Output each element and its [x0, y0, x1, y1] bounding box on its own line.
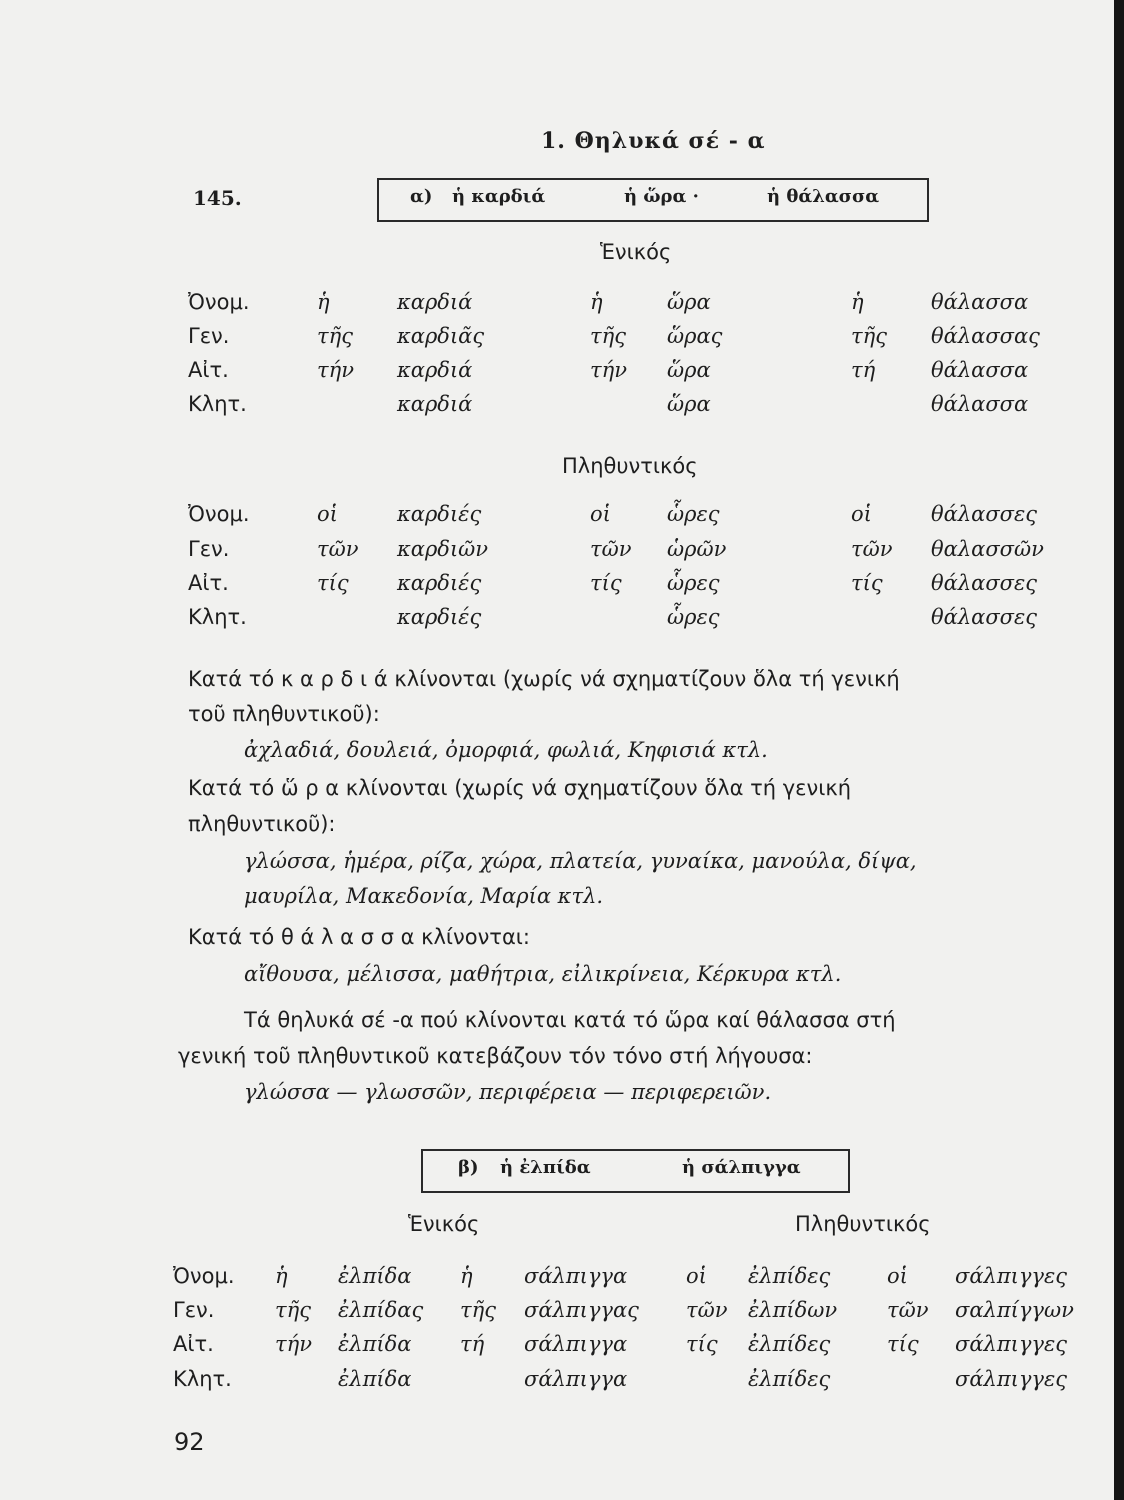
article: τίς	[887, 1332, 919, 1356]
noun-form: ἐλπίδες	[748, 1332, 831, 1356]
article: οἱ	[590, 502, 611, 526]
singular-header: Ἑνικός	[600, 240, 672, 264]
article: τίς	[851, 571, 883, 595]
rule-ora-examples-cont: μαυρίλα, Μακεδονία, Μαρία κτλ.	[244, 884, 604, 908]
article: τίς	[686, 1332, 718, 1356]
noun-form: καρδιῶν	[397, 537, 489, 561]
noun-form: σάλπιγγες	[955, 1264, 1067, 1288]
article: τή	[460, 1332, 485, 1356]
case-label: Ὀνομ.	[173, 1264, 235, 1288]
noun-form: σάλπιγγα	[524, 1367, 628, 1391]
noun-form: ἐλπίδες	[748, 1367, 831, 1391]
noun-form: θάλασσα	[931, 358, 1029, 382]
noun-form: θάλασσες	[931, 502, 1038, 526]
rule-ora-examples: γλώσσα, ἡμέρα, ρίζα, χώρα, πλατεία, γυναίκα, μανούλα, δίψα,	[244, 849, 917, 873]
noun-form: σαλπίγγων	[955, 1298, 1074, 1322]
plural-header: Πληθυντικός	[562, 454, 698, 478]
article: τῆς	[851, 324, 887, 348]
article: τῶν	[851, 537, 893, 561]
article: οἱ	[686, 1264, 707, 1288]
box-a-word: ἡ καρδιά	[452, 186, 546, 207]
section-title: 1. Θηλυκά σέ - α	[541, 128, 766, 154]
noun-form: θάλασσα	[931, 392, 1029, 416]
article: τίς	[317, 571, 349, 595]
noun-form: σάλπιγγες	[955, 1367, 1067, 1391]
noun-form: θάλασσες	[931, 605, 1038, 629]
noun-form: ἐλπίδα	[338, 1264, 412, 1288]
article: οἱ	[851, 502, 872, 526]
noun-form: θάλασσα	[931, 290, 1029, 314]
noun-form: καρδιᾶς	[397, 324, 485, 348]
article: τῶν	[590, 537, 632, 561]
noun-form: ὧρες	[667, 605, 720, 629]
singular-header-b: Ἑνικός	[408, 1212, 480, 1236]
noun-form: ἐλπίδας	[338, 1298, 424, 1322]
noun-form: ὧρες	[667, 571, 720, 595]
rule-thalassa-examples: αἴθουσα, μέλισσα, μαθήτρια, εἰλικρίνεια, Κέρκυρα κτλ.	[244, 962, 842, 986]
article: ἡ	[317, 290, 330, 314]
case-label: Γεν.	[188, 324, 230, 348]
article: τῶν	[887, 1298, 929, 1322]
box-b-label: β)	[458, 1157, 479, 1178]
article: τῆς	[317, 324, 353, 348]
noun-form: ὧρες	[667, 502, 720, 526]
box-a-word: ἡ ὥρα ·	[624, 186, 699, 207]
page-number: 92	[174, 1428, 205, 1456]
box-a-label: α)	[410, 186, 433, 207]
article: τῶν	[317, 537, 359, 561]
case-label: Ὀνομ.	[188, 502, 250, 526]
article: ἡ	[275, 1264, 288, 1288]
scan-edge-shadow	[1114, 0, 1124, 1500]
article: τήν	[317, 358, 354, 382]
noun-form: ὥρας	[667, 324, 723, 348]
noun-form: ἐλπίδα	[338, 1367, 412, 1391]
rule-kardia-examples: ἀχλαδιά, δουλειά, ὀμορφιά, φωλιά, Κηφισιά κτλ.	[244, 738, 768, 762]
noun-form: θαλασσῶν	[931, 537, 1044, 561]
rule-kardia: Κατά τό κ α ρ δ ι ά κλίνονται (χωρίς νά σχηματίζουν ὅλα τή γενική	[188, 667, 900, 691]
noun-form: ὥρα	[667, 290, 711, 314]
rule-ora: Κατά τό ὥ ρ α κλίνονται (χωρίς νά σχηματίζουν ὅλα τή γενική	[188, 776, 852, 800]
noun-form: σάλπιγγες	[955, 1332, 1067, 1356]
article: οἱ	[317, 502, 338, 526]
article: τήν	[590, 358, 627, 382]
case-label: Γεν.	[173, 1298, 215, 1322]
accent-note-cont: γενική τοῦ πληθυντικοῦ κατεβάζουν τόν τόνο στή λήγουσα:	[178, 1044, 813, 1068]
paragraph-number: 145.	[193, 186, 242, 210]
article: τίς	[590, 571, 622, 595]
accent-note: Τά θηλυκά σέ -α πού κλίνονται κατά τό ὥρα καί θάλασσα στή	[244, 1008, 896, 1032]
noun-form: θάλασσας	[931, 324, 1040, 348]
noun-form: καρδιές	[397, 571, 482, 595]
box-b-word: ἡ σάλπιγγα	[682, 1157, 801, 1178]
article: τήν	[275, 1332, 312, 1356]
plural-header-b: Πληθυντικός	[795, 1212, 931, 1236]
case-label: Αἰτ.	[188, 571, 229, 595]
rule-ora-cont: πληθυντικοῦ):	[188, 812, 336, 836]
noun-form: σάλπιγγα	[524, 1332, 628, 1356]
article: ἡ	[460, 1264, 473, 1288]
article: ἡ	[851, 290, 864, 314]
noun-form: ὡρῶν	[667, 537, 727, 561]
noun-form: θάλασσες	[931, 571, 1038, 595]
article: οἱ	[887, 1264, 908, 1288]
case-label: Κλητ.	[188, 392, 247, 416]
case-label: Αἰτ.	[173, 1332, 214, 1356]
box-a-word: ἡ θάλασσα	[767, 186, 880, 207]
noun-form: ἐλπίδα	[338, 1332, 412, 1356]
article: τῆς	[275, 1298, 311, 1322]
noun-form: ἐλπίδων	[748, 1298, 838, 1322]
box-b-word: ἡ ἐλπίδα	[500, 1157, 591, 1178]
noun-form: καρδιά	[397, 358, 473, 382]
noun-form: ὥρα	[667, 392, 711, 416]
noun-form: σάλπιγγα	[524, 1264, 628, 1288]
article: τή	[851, 358, 876, 382]
case-label: Κλητ.	[188, 605, 247, 629]
noun-form: καρδιά	[397, 290, 473, 314]
case-label: Ὀνομ.	[188, 290, 250, 314]
case-label: Κλητ.	[173, 1367, 232, 1391]
accent-note-examples: γλώσσα — γλωσσῶν, περιφέρεια — περιφερειῶν.	[244, 1080, 772, 1104]
article: τῆς	[460, 1298, 496, 1322]
article: τῆς	[590, 324, 626, 348]
noun-form: καρδιές	[397, 502, 482, 526]
noun-form: σάλπιγγας	[524, 1298, 639, 1322]
noun-form: ὥρα	[667, 358, 711, 382]
article: τῶν	[686, 1298, 728, 1322]
article: ἡ	[590, 290, 603, 314]
noun-form: ἐλπίδες	[748, 1264, 831, 1288]
case-label: Γεν.	[188, 537, 230, 561]
noun-form: καρδιές	[397, 605, 482, 629]
rule-thalassa: Κατά τό θ ά λ α σ σ α κλίνονται:	[188, 925, 530, 949]
case-label: Αἰτ.	[188, 358, 229, 382]
rule-kardia-cont: τοῦ πληθυντικοῦ):	[188, 702, 380, 726]
noun-form: καρδιά	[397, 392, 473, 416]
